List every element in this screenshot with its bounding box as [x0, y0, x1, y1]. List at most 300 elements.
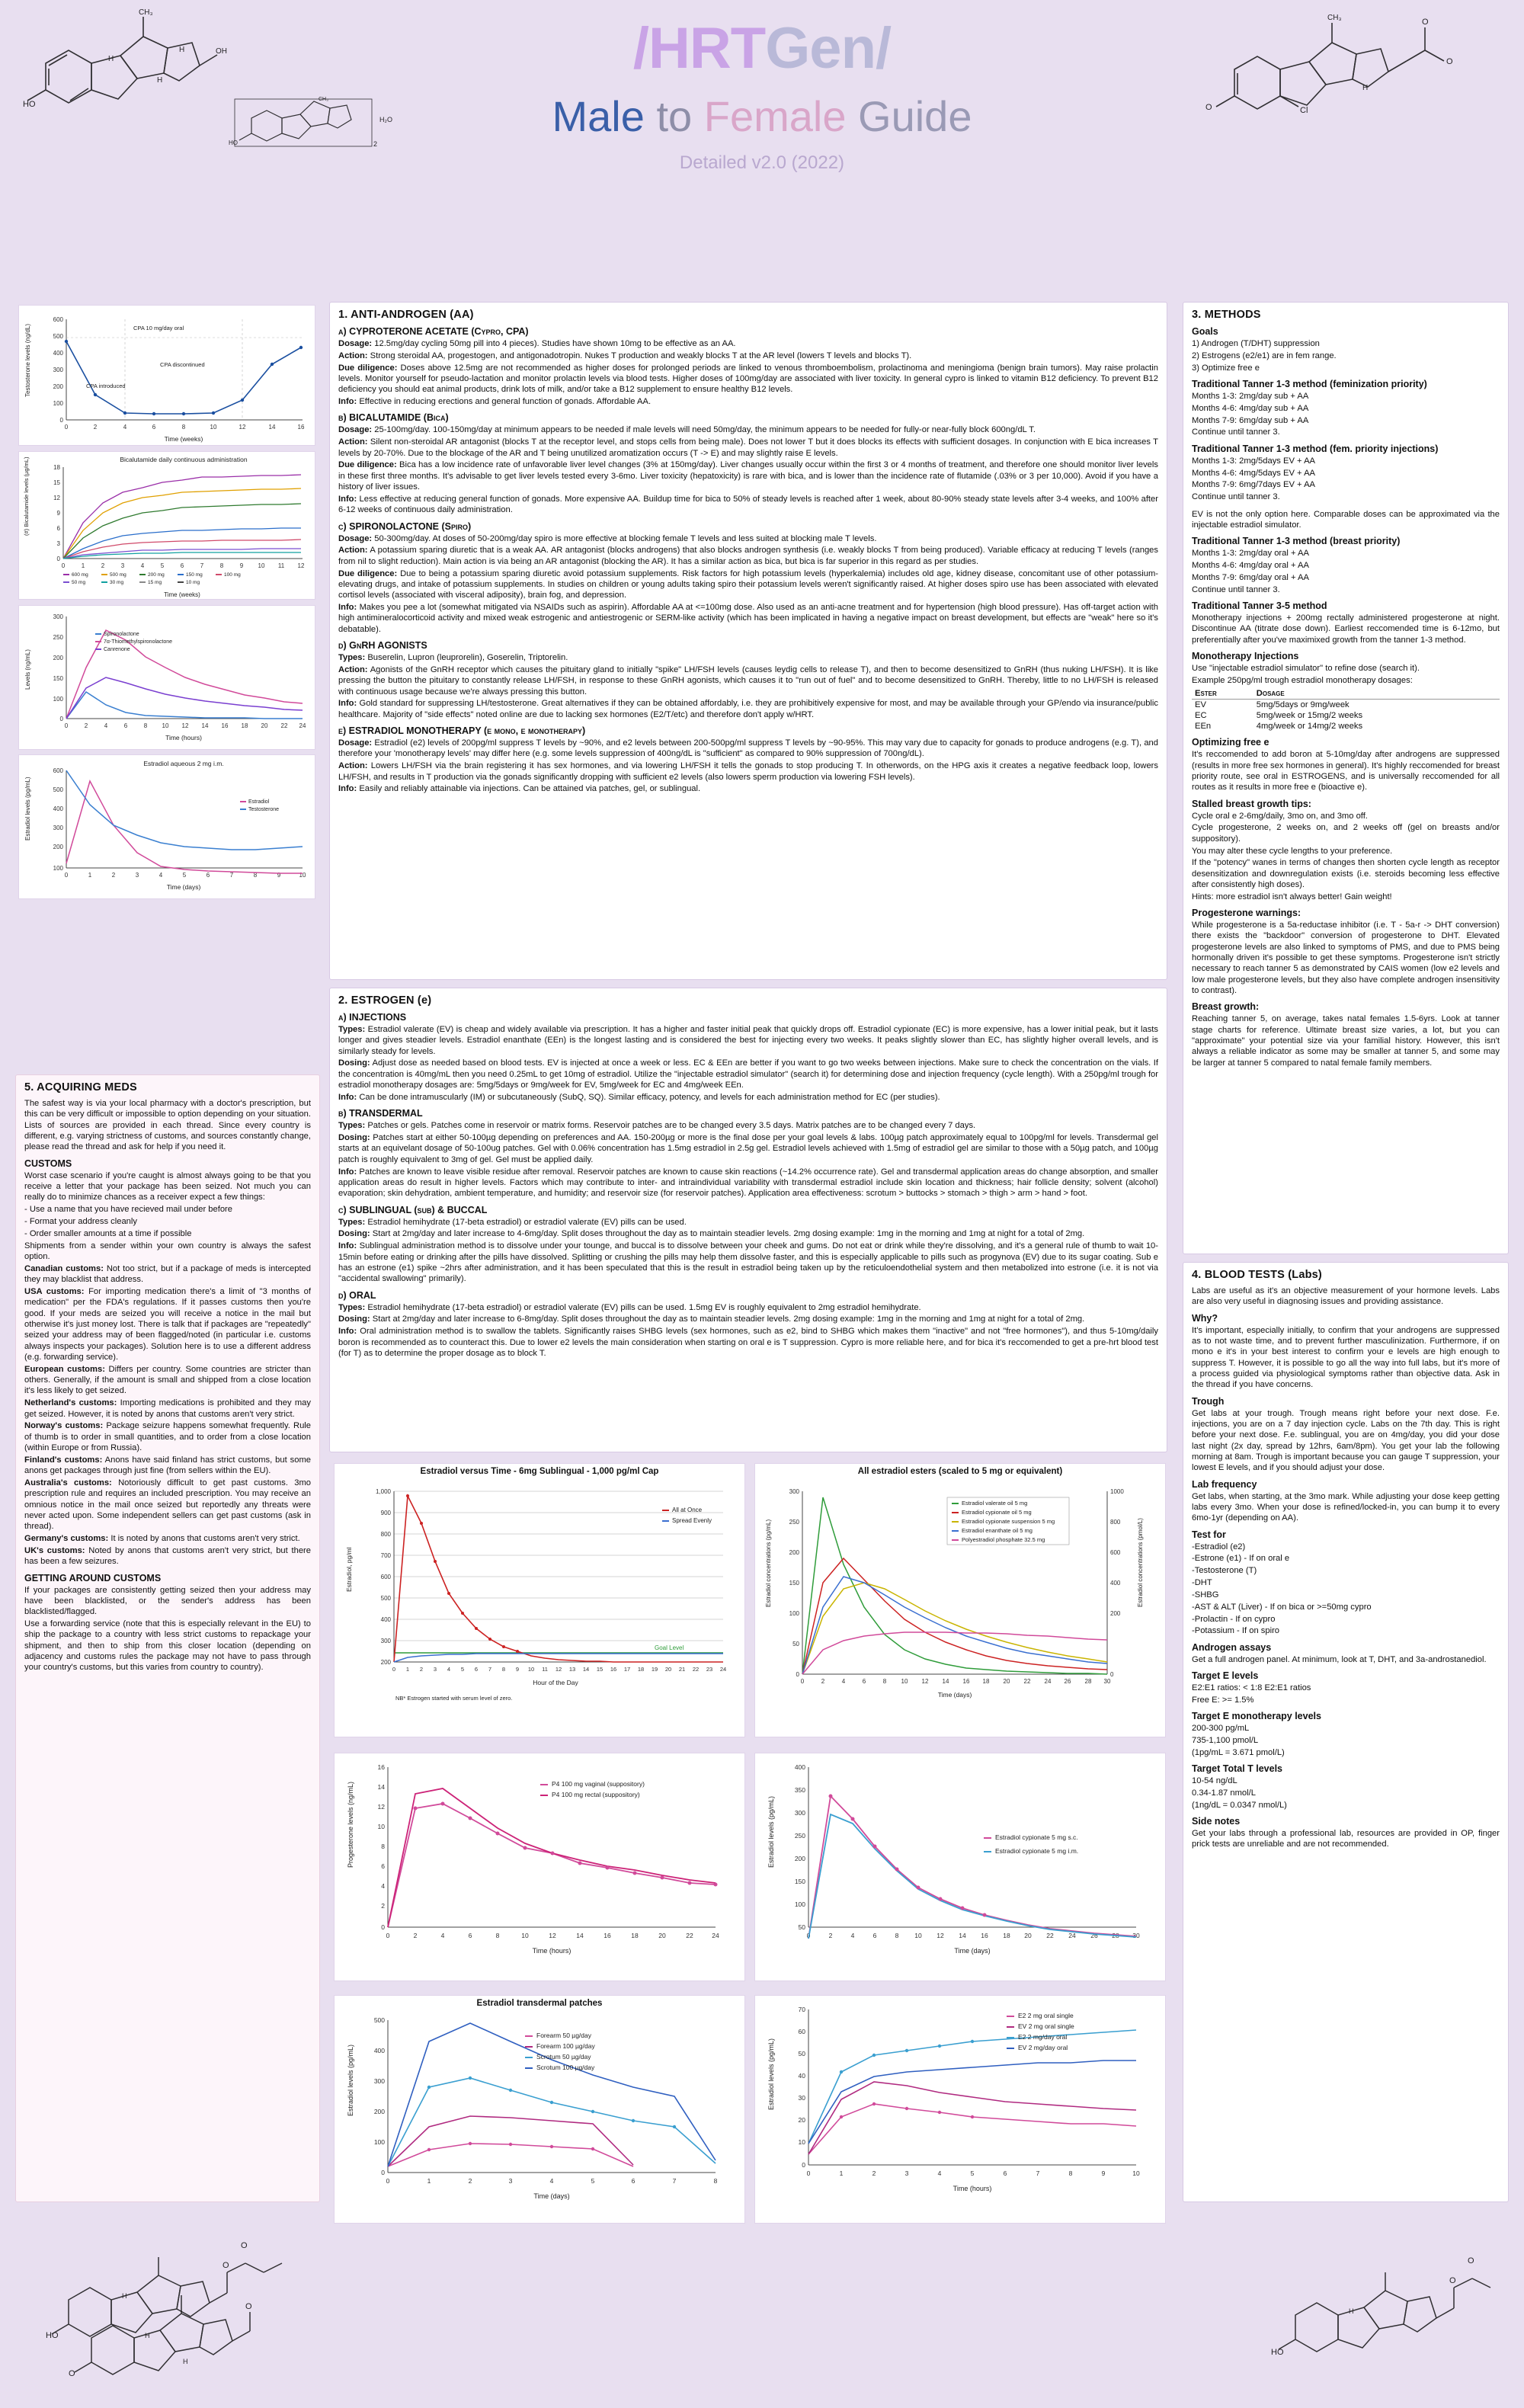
svg-text:11: 11: [277, 562, 285, 569]
trough-text: Get labs at your trough. Trough means right before your next dose. F.e. injections, you are on a 7 day injection cycle. Labs on the 7th day. This is right before your next dose. F.e. sublingual, you are on 4mg/day, you did your dose last night (2x day, spread by 12hrs, 6am/8pm). You get your lab the following morning at 8am. Trough is important because you can gauge T suppression, your lowest E levels, and if you should adjust your dose.: [1192, 1408, 1500, 1473]
svg-text:H₂O: H₂O: [379, 116, 392, 123]
svg-text:Canrenone: Canrenone: [104, 647, 130, 652]
stalled-line-3: If the "potency" wanes in terms of changes then shorten cycle length as receptor desensitization and downregulation exists (i.e. steroids becoming less effective after consistently high doses).: [1192, 858, 1500, 889]
svg-text:20: 20: [1003, 1678, 1010, 1685]
svg-text:0: 0: [59, 417, 63, 424]
svg-text:Estradiol cypionate oil 5 mg: Estradiol cypionate oil 5 mg: [962, 1509, 1032, 1516]
svg-text:50 mg: 50 mg: [72, 580, 86, 585]
svg-text:Estradiol cypionate 5 mg i.m.: Estradiol cypionate 5 mg i.m.: [995, 1847, 1079, 1855]
customs-bullet-1: - Format your address cleanly: [24, 1216, 137, 1226]
svg-text:8: 8: [143, 722, 148, 729]
svg-text:200: 200: [53, 383, 63, 390]
svg-text:200 mg: 200 mg: [148, 572, 165, 578]
svg-text:Estradiol: Estradiol: [248, 799, 270, 805]
svg-text:6: 6: [152, 424, 156, 431]
svg-text:10: 10: [162, 722, 169, 729]
svg-text:9: 9: [56, 510, 60, 517]
svg-text:0: 0: [64, 424, 69, 431]
svg-text:12: 12: [549, 1932, 556, 1939]
bica-info: Info: Less effective at reducing general function of gonads. More expensive AA. Buildup time for bica to 50% of steady levels is reached after 1 week, about 80-90% steady state levels after 3-4 weeks, and 100% after 6-12 weeks of continuous daily administration.: [338, 494, 1158, 515]
svg-text:3: 3: [56, 540, 60, 547]
oral-dosing: Dosing: Start at 2mg/day and later increase to 6-8mg/day. Split doses throughout the day as to maintain steadier levels. 2mg dosing example: 1mg in the morning and 1mg at night for a total of 2mg.: [338, 1314, 1085, 1324]
svg-text:Time (weeks): Time (weeks): [164, 435, 203, 443]
svg-text:300: 300: [53, 613, 63, 620]
svg-text:100: 100: [794, 1900, 805, 1908]
gnrh-action: Action: Agonists of the GnRH receptor which causes the pituitary gland to initially "spike" LH/FSH levels (causes leydig cells to release T), and then to become desensitized to GnRH (thus nuking LH/FSH). It is like pressing the button the pituitary to constantly release LH/FSH, in response to these GnRH agonists, which causes it to "run out of fuel" and to become desensitized to GnRH. Thereby, little to no LH/FSH is released with continuous usage because we're always pressing this button.: [338, 664, 1158, 696]
svg-text:8: 8: [1068, 2169, 1073, 2177]
spiro-action: Action: A potassium sparing diuretic that is a weak AA. AR antagonist (blocks androgens) that also blocks androgen synthesis (i.e. weakly blocks T from being produced). Variable efficacy at reducing T levels (ranges from nil to slight reduction). Main action is via being an AR antagonist (blocking the AR). It has a similar action as bica, but bica is far superior in this regard as per studies.: [338, 546, 1158, 566]
svg-text:10: 10: [258, 562, 265, 569]
svg-text:E2 2 mg oral single: E2 2 mg oral single: [1018, 2012, 1074, 2019]
svg-text:9: 9: [277, 872, 281, 879]
method-0-title: Traditional Tanner 1-3 method (feminization priority): [1192, 378, 1427, 389]
ester-dosage-table: [1192, 688, 1500, 732]
svg-text:22: 22: [692, 1666, 700, 1673]
table-row: EEn 4mg/week or 14mg/2 weeks: [1195, 722, 1363, 732]
svg-text:H: H: [1349, 2307, 1354, 2315]
section1-item3-title: d) GnRH AGONISTS: [338, 640, 427, 652]
svg-text:Estradiol aqueous 2 mg i.m.: Estradiol aqueous 2 mg i.m.: [143, 760, 224, 767]
method-0-line-0: Months 1-3: 2mg/day sub + AA: [1192, 391, 1309, 401]
svg-text:Estradiol levels (pg/mL): Estradiol levels (pg/mL): [347, 2044, 354, 2116]
goal-2: 3) Optimize free e: [1192, 363, 1260, 373]
svg-text:18: 18: [982, 1678, 990, 1685]
svg-text:200: 200: [794, 1855, 805, 1862]
svg-text:0: 0: [64, 872, 69, 879]
svg-text:400: 400: [53, 805, 63, 812]
svg-text:20: 20: [261, 722, 268, 729]
target-e-mono-line-1: 735-1,100 pmol/L: [1192, 1736, 1259, 1746]
svg-text:1: 1: [427, 2177, 431, 2185]
svg-text:50: 50: [792, 1641, 799, 1647]
svg-text:15: 15: [53, 479, 60, 486]
svg-text:Progesterone levels (ng/mL): Progesterone levels (ng/mL): [347, 1781, 354, 1868]
svg-text:16: 16: [221, 722, 229, 729]
side-notes-text: Get your labs through a professional lab, resources are provided in OP, finger prick tests are unreliable and are not recommended.: [1192, 1829, 1500, 1849]
prog-warn-text: While progesterone is a 5a-reductase inhibitor (i.e. T - 5a-r -> DHT conversion) there exists the "backdoor" conversion of progesterone to DHT. Elevated progesterone levels are also linked to symptoms of PMS, and due to PMS being hormonally driven it's possible to get these symptoms. Progesterone isn't strictly necessary to reach tanner 5 as demonstrated by CAIS women (low e2 levels and low male progesterone levels, but they also have complete androgen insensitivity to contrast).: [1192, 921, 1500, 996]
svg-text:12: 12: [377, 1803, 385, 1811]
svg-text:6: 6: [474, 1666, 479, 1673]
svg-text:O: O: [1449, 2276, 1456, 2285]
svg-text:16: 16: [604, 1932, 611, 1939]
inj-dosing: Dosing: Adjust dose as needed based on blood tests. EV is injected at once a week or less. EC & EEn are better if you want to go two weeks between injections. Make sure to check the concentration on the vials. If the concentration is 40mg/mL then you need 0.25mL to get 10mg of estradiol. Utilize the "injectable estradiol simulator" (search it) for determining dose and injection frequency (cycle length). With a 250pg/ml trough for estradiol monotherapy dosages are: 5mg/5days or 9mg/week for EV, 5mg/week for EC and 4mg/week EEn.: [338, 1058, 1158, 1090]
section5-heading: 5. ACQUIRING MEDS: [24, 1081, 137, 1094]
target-t-line-1: 0.34-1.87 nmol/L: [1192, 1788, 1256, 1798]
cpa-info: Info: Effective in reducing erections and general function of gonads. Affordable AA.: [338, 397, 652, 407]
svg-text:H: H: [157, 76, 163, 85]
svg-text:9: 9: [1101, 2169, 1106, 2177]
svg-text:300: 300: [789, 1488, 799, 1495]
svg-text:CH₃: CH₃: [139, 8, 153, 17]
section2-item0-title: a) INJECTIONS: [338, 1012, 407, 1023]
method-1-title: Traditional Tanner 1-3 method (fem. priority injections): [1192, 443, 1439, 454]
svg-text:18: 18: [637, 1666, 645, 1673]
svg-text:10: 10: [299, 872, 306, 879]
svg-text:HO: HO: [46, 2331, 59, 2340]
svg-text:Time (days): Time (days): [166, 883, 201, 891]
svg-text:O: O: [1422, 18, 1429, 27]
svg-text:9: 9: [239, 562, 244, 569]
svg-text:12: 12: [297, 562, 305, 569]
customs-entry-7: Germany's customs: It is noted by anons that customs aren't very strict.: [24, 1534, 300, 1544]
around-customs-text2: Use a forwarding service (note that this is especially relevant in the EU) to ship the package to a country with less strict customs to repackage your shipment, and then to ship from this closer location (depending on adjacency and customs rules the package may not have to pass through your country's customs, but this varies from country to country).: [24, 1619, 311, 1673]
svg-text:70: 70: [798, 2006, 805, 2013]
svg-text:1: 1: [88, 872, 92, 879]
svg-text:400: 400: [53, 350, 63, 357]
bica-dosage: Dosage: 25-100mg/day. 100-150mg/day at minimum appears to be needed if male levels will need 50mg/day, the minimum appears to be needed for fully-or near-fully block 600ng/dL T.: [338, 425, 1036, 435]
spiro-dosage: Dosage: 50-300mg/day. At doses of 50-200mg/day spiro is more effective at blocking female T levels and less suited at blocking male T levels.: [338, 533, 877, 543]
svg-text:400: 400: [380, 1616, 391, 1623]
test-for-4: -SHBG: [1192, 1590, 1219, 1599]
lab-frequency-heading: Lab frequency: [1192, 1478, 1257, 1490]
svg-text:2: 2: [468, 2177, 472, 2185]
svg-text:12: 12: [921, 1678, 929, 1685]
svg-text:6: 6: [631, 2177, 636, 2185]
target-e-heading: Target E levels: [1192, 1670, 1259, 1682]
svg-text:2: 2: [381, 1902, 385, 1910]
chart-patches-title: Estradiol transdermal patches: [476, 1999, 603, 2008]
section2-item1-title: b) TRANSDERMAL: [338, 1108, 423, 1119]
svg-text:15: 15: [596, 1666, 604, 1673]
target-e-mono-line-2: (1pg/mL = 3.671 pmol/L): [1192, 1747, 1285, 1757]
svg-text:0: 0: [381, 2169, 385, 2176]
gnrh-info: Info: Gold standard for suppressing LH/testosterone. Great alternatives if they can be obtained affordably, i.e. they are prohibitively expensive for most, and may be available through your GP/endo via insurance/public healthcare. Majority of "side effects" noted online are due to lacking sex hormones (E2/T/etc) and therefore don't apply w/HRT.: [338, 699, 1158, 719]
svg-text:H: H: [1362, 84, 1369, 92]
svg-text:4: 4: [841, 1678, 846, 1685]
chart-bicalutamide-daily: [18, 451, 315, 600]
svg-text:24: 24: [712, 1932, 719, 1939]
test-for-3: -DHT: [1192, 1578, 1212, 1588]
svg-text:22: 22: [686, 1932, 693, 1939]
svg-text:5: 5: [160, 562, 165, 569]
test-for-7: -Potassium - If on spiro: [1192, 1626, 1280, 1636]
svg-text:8: 8: [181, 424, 186, 431]
svg-text:5: 5: [970, 2169, 975, 2177]
section-acquiring-meds: [15, 1074, 320, 2202]
chart-estradiol-vs-time-sublingual: [334, 1463, 745, 1737]
method-5-title: Monotherapy Injections: [1192, 651, 1299, 662]
svg-text:24: 24: [719, 1666, 727, 1673]
svg-text:200: 200: [53, 844, 63, 850]
sub-types: Types: Estradiol hemihydrate (17-beta estradiol) or estradiol valerate (EV) pills can be used.: [338, 1217, 687, 1227]
svg-text:22: 22: [280, 722, 288, 729]
svg-text:9: 9: [515, 1666, 520, 1673]
table-row: EC 5mg/week or 15mg/2 weeks: [1195, 711, 1363, 721]
svg-text:18: 18: [1003, 1932, 1010, 1939]
svg-text:12: 12: [555, 1666, 562, 1673]
section1-item0-title: a) CYPROTERONE ACETATE (Cypro, CPA): [338, 326, 529, 337]
svg-text:100: 100: [373, 2138, 385, 2146]
androgen-assays-text: Get a full androgen panel. At minimum, look at T, DHT, and 3a-androstanediol.: [1192, 1654, 1487, 1664]
svg-text:8: 8: [895, 1932, 899, 1939]
svg-text:0: 0: [386, 1932, 390, 1939]
method-1-line-1: Months 4-6: 4mg/5days EV + AA: [1192, 468, 1315, 478]
svg-text:500: 500: [380, 1595, 391, 1602]
svg-text:7: 7: [672, 2177, 677, 2185]
svg-text:14: 14: [942, 1678, 949, 1685]
svg-text:6: 6: [180, 562, 184, 569]
section1-heading: 1. ANTI-ANDROGEN (AA): [338, 309, 474, 321]
estradiol-valerate-molecule-2: [1250, 2240, 1509, 2393]
svg-text:3: 3: [904, 2169, 909, 2177]
ester-table-header-dosage: Dosage: [1253, 688, 1500, 700]
svg-text:Time (days): Time (days): [937, 1691, 972, 1699]
method-0-line-1: Months 4-6: 4mg/day sub + AA: [1192, 403, 1309, 413]
svg-text:O: O: [241, 2241, 248, 2250]
method-0-line-2: Months 7-9: 6mg/day sub + AA: [1192, 415, 1309, 425]
svg-text:O: O: [1205, 103, 1212, 112]
svg-text:16: 16: [377, 1763, 385, 1771]
svg-text:Polyestradiol phosphate 32.5 m: Polyestradiol phosphate 32.5 mg: [962, 1536, 1045, 1543]
svg-text:H: H: [179, 46, 185, 54]
svg-text:Time (days): Time (days): [954, 1947, 991, 1955]
customs-entry-2: European customs: Differs per country. Some countries are stricter than others. Generally, if the amount is small and shipped from a close location it's less likely to get seized.: [24, 1364, 312, 1396]
svg-text:500 mg: 500 mg: [110, 572, 126, 578]
svg-text:E2 2 mg/day oral: E2 2 mg/day oral: [1018, 2033, 1068, 2041]
svg-text:Testosterone levels (ng/dL): Testosterone levels (ng/dL): [24, 323, 31, 397]
customs-entry-6: Australia's customs: Notoriously difficult to get past customs. 3mo prescription rule and requires an included prescription. You may receive an omnious notice in the mail once seized but reportedly any threats were never acted upon. Some independent sellers can get past customs (ask in thread).: [24, 1478, 311, 1532]
subtitle-male: Male: [552, 92, 645, 140]
svg-text:2: 2: [373, 140, 378, 148]
svg-text:Forearm 100 µg/day: Forearm 100 µg/day: [536, 2042, 595, 2050]
svg-text:7: 7: [200, 562, 204, 569]
svg-text:100: 100: [53, 400, 63, 407]
svg-text:6: 6: [862, 1678, 866, 1685]
svg-text:28: 28: [1084, 1678, 1092, 1685]
svg-text:300: 300: [794, 1809, 805, 1817]
svg-text:14: 14: [268, 424, 276, 431]
androgen-assays-heading: Androgen assays: [1192, 1641, 1272, 1653]
svg-text:30: 30: [798, 2094, 805, 2102]
svg-text:Estradiol cypionate suspension: Estradiol cypionate suspension 5 mg: [962, 1518, 1055, 1525]
svg-text:O: O: [1446, 57, 1453, 66]
svg-text:All at Once: All at Once: [672, 1507, 703, 1513]
svg-text:5: 5: [591, 2177, 595, 2185]
svg-text:2: 2: [419, 1666, 424, 1673]
test-for-5: -AST & ALT (Liver) - If on bica or >=50mg cypro: [1192, 1602, 1372, 1612]
spiro-due-diligence: Due diligence: Due to being a potassium sparing diuretic avoid potassium supplements. Risk factors for high potassium levels (hyperkalemia) includes old age, kidney disease, concomitant use of other potassium-elevating drugs, and intake of potassium supplements. In studies on children or young adults taking spiro their potassium levels weren't significantly raised. At higher doses spiro use has been associated with elevated cortisol levels (associated with visceral adiposity), brain fog, and depression.: [338, 568, 1158, 600]
svg-text:EV 2 mg/day oral: EV 2 mg/day oral: [1018, 2044, 1068, 2051]
ester-table-header-ester: Ester: [1192, 688, 1253, 700]
svg-text:HO: HO: [23, 100, 36, 109]
svg-text:Estradiol levels (pg/mL): Estradiol levels (pg/mL): [767, 1795, 775, 1868]
svg-text:19: 19: [651, 1666, 658, 1673]
svg-text:30: 30: [1132, 1932, 1140, 1939]
test-for-1: -Estrone (e1) - If on oral e: [1192, 1554, 1290, 1564]
svg-text:250: 250: [789, 1519, 799, 1526]
svg-text:5: 5: [460, 1666, 465, 1673]
target-t-line-0: 10-54 ng/dL: [1192, 1776, 1237, 1786]
gnrh-types: Types: Buserelin, Lupron (leuprorelin), Goserelin, Triptorelin.: [338, 653, 568, 663]
stalled-line-2: You may alter these cycle lengths to your preference.: [1192, 846, 1393, 856]
svg-text:20: 20: [1024, 1932, 1032, 1939]
svg-text:250: 250: [53, 634, 63, 641]
svg-text:600: 600: [53, 767, 63, 774]
svg-text:21: 21: [678, 1666, 686, 1673]
svg-text:P4 100 mg rectal (suppository): P4 100 mg rectal (suppository): [552, 1791, 640, 1798]
svg-text:3: 3: [135, 872, 139, 879]
inj-types: Types: Estradiol valerate (EV) is cheap and widely available via prescription. It has a higher and faster initial peak that quickly drops off. Estradiol cypionate (EC) is more expensive, has a lower initial peak, but it lasts longer and gives steadier levels. Estradiol enanthate (EEn) is the longest lasting and is considered the best for injecting every two weeks. It peaks slightly slower than EC, has slightly higher overall levels, and is similarly steady for levels.: [338, 1025, 1158, 1056]
svg-text:12: 12: [239, 424, 246, 431]
svg-text:10: 10: [914, 1932, 922, 1939]
svg-text:13: 13: [568, 1666, 576, 1673]
svg-text:200: 200: [373, 2108, 385, 2115]
svg-text:4: 4: [104, 722, 108, 729]
svg-text:8: 8: [219, 562, 224, 569]
svg-text:12: 12: [181, 722, 189, 729]
svg-text:3: 3: [433, 1666, 437, 1673]
svg-text:CPA introduced: CPA introduced: [86, 383, 126, 389]
svg-text:0: 0: [1110, 1671, 1114, 1678]
page-title: [472, 15, 1052, 82]
svg-text:23: 23: [706, 1666, 713, 1673]
svg-text:5: 5: [182, 872, 187, 879]
svg-text:CPA discontinued: CPA discontinued: [160, 361, 205, 368]
table-row: EV 5mg/5days or 9mg/week: [1195, 700, 1350, 710]
svg-text:O: O: [69, 2369, 75, 2378]
svg-text:10: 10: [521, 1932, 529, 1939]
svg-text:10: 10: [901, 1678, 908, 1685]
emono-info: Info: Easily and reliably attainable via injections. Can be attained via patches, gel, or sublingual.: [338, 784, 701, 794]
svg-text:6: 6: [206, 872, 210, 879]
svg-text:30 mg: 30 mg: [110, 580, 124, 585]
customs-entry-3: Netherland's customs: Importing medications is prohibited and they may get seized. However, it is noted by anons that customs aren't very strict.: [24, 1398, 311, 1419]
section2-item3-title: d) ORAL: [338, 1289, 376, 1301]
svg-text:350: 350: [794, 1786, 805, 1794]
svg-text:300: 300: [53, 367, 63, 373]
svg-text:6: 6: [123, 722, 128, 729]
svg-text:24: 24: [1068, 1932, 1076, 1939]
svg-text:150: 150: [789, 1580, 799, 1587]
svg-text:O: O: [245, 2302, 252, 2311]
target-e-line-0: E2:E1 ratios: < 1:8 E2:E1 ratios: [1192, 1683, 1311, 1693]
svg-text:CH₃: CH₃: [1327, 14, 1342, 22]
section1-item1-title: b) BICALUTAMIDE (Bica): [338, 412, 449, 424]
svg-text:6: 6: [1003, 2169, 1007, 2177]
svg-text:10: 10: [798, 2138, 805, 2146]
svg-text:400: 400: [1110, 1580, 1121, 1587]
svg-text:16: 16: [610, 1666, 617, 1673]
svg-text:40: 40: [798, 2072, 805, 2080]
svg-text:4: 4: [850, 1932, 855, 1939]
svg-text:Estradiol concentrations (pmol: Estradiol concentrations (pmol/L): [1137, 1518, 1144, 1607]
svg-text:4: 4: [381, 1882, 385, 1890]
emono-dosage: Dosage: Estradiol (e2) levels of 200pg/ml suppress T levels by ~90%, and e2 levels between 200-500pg/ml suppress T levels by ~90-95%. This may vary due to capacity for gonads to produce androgens (e.g. T), and therefore your 'monotherapy levels' may differ here (e.g. some levels suppression of 400ng/dL is "sufficient" as compared to 90% suppression of 700ng/dL).: [338, 738, 1158, 759]
svg-text:250: 250: [794, 1832, 805, 1840]
svg-text:500: 500: [53, 786, 63, 793]
section1-item2-title: c) SPIRONOLACTONE (Spiro): [338, 520, 472, 532]
svg-text:600: 600: [380, 1574, 391, 1580]
emono-action: Action: Lowers LH/FSH via the brain registering it has sex hormones, and via lowering LH/FSH it tells the gonads to stop producing T. In otherwords, on the HPG axis it creates a negative feedback loop, lowers LH/FSH, and results in T production via the gonads significantly dropping with sufficient e2 levels (also lowers sperm production via lowering FSH levels).: [338, 761, 1158, 782]
svg-text:2: 2: [84, 722, 88, 729]
svg-text:17: 17: [623, 1666, 631, 1673]
section3-heading: 3. METHODS: [1192, 309, 1261, 321]
svg-text:Bicalutamide daily continuous: Bicalutamide daily continuous administration: [120, 456, 248, 463]
chart-all-esters-scaled: [754, 1463, 1166, 1737]
stalled-line-0: Cycle oral e 2-6mg/daily, 3mo on, and 3mo off.: [1192, 811, 1368, 821]
svg-text:Levels (ng/mL): Levels (ng/mL): [24, 649, 31, 690]
svg-text:18: 18: [241, 722, 248, 729]
page-header: [0, 0, 1524, 297]
progesterone-molecule: [69, 2278, 297, 2408]
customs-bullet-0: - Use a name that you have recieved mail under before: [24, 1205, 233, 1215]
section1-item4-title: e) ESTRADIOL MONOTHERAPY (e mono, e monotherapy): [338, 725, 586, 737]
oral-types: Types: Estradiol hemihydrate (17-beta estradiol) or estradiol valerate (EV) pills can be used. 1.5mg EV is roughly equivalent to 2mg estradiol hemihydrate.: [338, 1302, 921, 1312]
method-1-line-0: Months 1-3: 2mg/5days EV + AA: [1192, 456, 1315, 466]
svg-text:200: 200: [380, 1659, 391, 1666]
around-customs-text1: If your packages are consistently getting seized then your address may have been blacklisted, or the sender's address has been blacklisted/flagged.: [24, 1585, 311, 1617]
svg-text:6: 6: [381, 1862, 385, 1870]
svg-text:0: 0: [56, 556, 60, 562]
chart-testosterone-cpa: [18, 305, 315, 446]
breast-growth-text: Reaching tanner 5, on average, takes natal females 1.5-6yrs. Look at tanner stage charts for reference. Ultimate breast size varies, a lot, but you can "approximate" your potential size via your familial history. However, this isn't always a reliable indicator as some may be smaller at tanner 5, and some may be larger at tanner 5 compared to natal female family members.: [1192, 1014, 1500, 1068]
stalled-title: Stalled breast growth tips:: [1192, 798, 1311, 809]
svg-text:6: 6: [872, 1932, 877, 1939]
svg-text:6: 6: [468, 1932, 472, 1939]
svg-text:7: 7: [488, 1666, 492, 1673]
optimizing-title: Optimizing free e: [1192, 737, 1269, 748]
svg-text:8: 8: [501, 1666, 506, 1673]
section2-item2-title: c) SUBLINGUAL (sub) & BUCCAL: [338, 1204, 488, 1215]
section-anti-androgen: [329, 302, 1167, 980]
svg-text:4: 4: [440, 1932, 445, 1939]
method-3-line-1: Months 4-6: 4mg/day oral + AA: [1192, 561, 1309, 571]
svg-text:800: 800: [380, 1531, 391, 1538]
svg-text:Estradiol levels (pg/mL): Estradiol levels (pg/mL): [24, 777, 31, 841]
td-info: Info: Patches are known to leave visible residue after removal. Reservoir patches are known to cause skin reactions (~14.2% occurrence rate). Gel and transdermal application areas do change absorption, and smaller application areas do result in higher levels. Factors which may contribute to inter- and intraindividual variability with transdermal estradiol include skin location and thickness; hair follicle density; solvent (alcohol) evaporation; skin dehydration, ambient temperature, and humidity; and reservoir size (for reservoir patches). Application area effectiveness: scrotum > buttocks > stomach > thigh > arm > hand > foot.: [338, 1167, 1158, 1199]
svg-text:0: 0: [806, 2169, 811, 2177]
svg-text:50: 50: [798, 2050, 805, 2057]
section4-heading: 4. BLOOD TESTS (Labs): [1192, 1269, 1322, 1281]
method-4-title: Traditional Tanner 3-5 method: [1192, 600, 1327, 612]
oral-info: Info: Oral administration method is to swallow the tablets. Significantly raises SHBG levels (sex hormones, such as e2, bind to SHBG which makes them "inactive" and not "free hormones"), and thus 5-10mg/daily boron is recommended as to counteract this. Due to lower e2 levels the main consideration when starting on oral e is T suppression. Cypro is more reliable here, and for bica it's reccomended to get a pre-hrt blood test (for T) as to determine the proper dosage as to block T.: [338, 1327, 1158, 1358]
svg-text:Time (days): Time (days): [533, 2192, 570, 2200]
svg-text:0: 0: [392, 1666, 396, 1673]
svg-text:0: 0: [386, 2177, 390, 2185]
svg-text:O: O: [223, 2261, 229, 2270]
svg-text:EV 2 mg oral single: EV 2 mg oral single: [1018, 2022, 1074, 2030]
method-0-line-3: Continue until tanner 3.: [1192, 427, 1280, 437]
customs-entry-5: Finland's customs: Anons have said finland has strict customs, but some anons get packages through just fine (from sellers within the EU).: [24, 1455, 312, 1476]
customs-entry-8: UK's customs: Noted by anons that customs aren't very strict, but there has been a few seizures.: [24, 1545, 312, 1567]
svg-text:10 mg: 10 mg: [186, 580, 200, 585]
svg-text:0: 0: [802, 2161, 805, 2169]
svg-text:Spread Evenly: Spread Evenly: [672, 1517, 712, 1524]
cpa-due-diligence: Due diligence: Doses above 12.5mg are not recommended as higher doses for prolonged periods are linked to venous thromboembolism, prolactinoma and meningioma (benign brain tumors). May raise prolactin levels. Monitor yourself for pseudo-lactation and monitor prolactin levels via blood tests. Higher doses of 100mg/day are associated with liver toxicity. In general cypro is linked to vitamin B12 deficiency. To prevent B12 deficiency you should eat animal products, drink lots of milk, and/or take a B12 supplement to ensure healthy B12 levels.: [338, 363, 1158, 395]
svg-text:2: 2: [872, 2169, 876, 2177]
cpa-dosage: Dosage: 12.5mg/day cycling 50mg pill into 4 pieces). Studies have shown 10mg to be effective as an AA.: [338, 339, 736, 348]
chart-estradiol-aqueous: [18, 754, 315, 899]
svg-text:2: 2: [111, 872, 116, 879]
svg-text:300: 300: [53, 825, 63, 831]
svg-text:Time (weeks): Time (weeks): [164, 591, 200, 598]
svg-text:0: 0: [796, 1671, 799, 1678]
svg-text:(#) Bicalutamide levels (µg/mL: (#) Bicalutamide levels (µg/mL): [23, 456, 30, 536]
title-part-gen: Gen/: [765, 16, 892, 81]
svg-text:10: 10: [210, 424, 217, 431]
svg-text:H: H: [108, 55, 114, 63]
svg-text:16: 16: [962, 1678, 970, 1685]
svg-text:20: 20: [664, 1666, 672, 1673]
subtitle-female: Female: [703, 92, 847, 140]
svg-text:22: 22: [1023, 1678, 1031, 1685]
svg-text:60: 60: [798, 2028, 805, 2035]
svg-text:4: 4: [549, 2177, 554, 2185]
svg-text:Estradiol, pg/ml: Estradiol, pg/ml: [345, 1547, 353, 1592]
optimizing-text: It's reccomended to add boron at 5-10mg/day after androgens are suppressed (results in more free sex hormones in general). It's highly reccomended for breast priority route, see oral in ESTROGENS, and is universally reccomended for all routes as it results in more free e (bioactive e).: [1192, 750, 1500, 793]
svg-text:3: 3: [508, 2177, 513, 2185]
svg-text:26: 26: [1064, 1678, 1071, 1685]
